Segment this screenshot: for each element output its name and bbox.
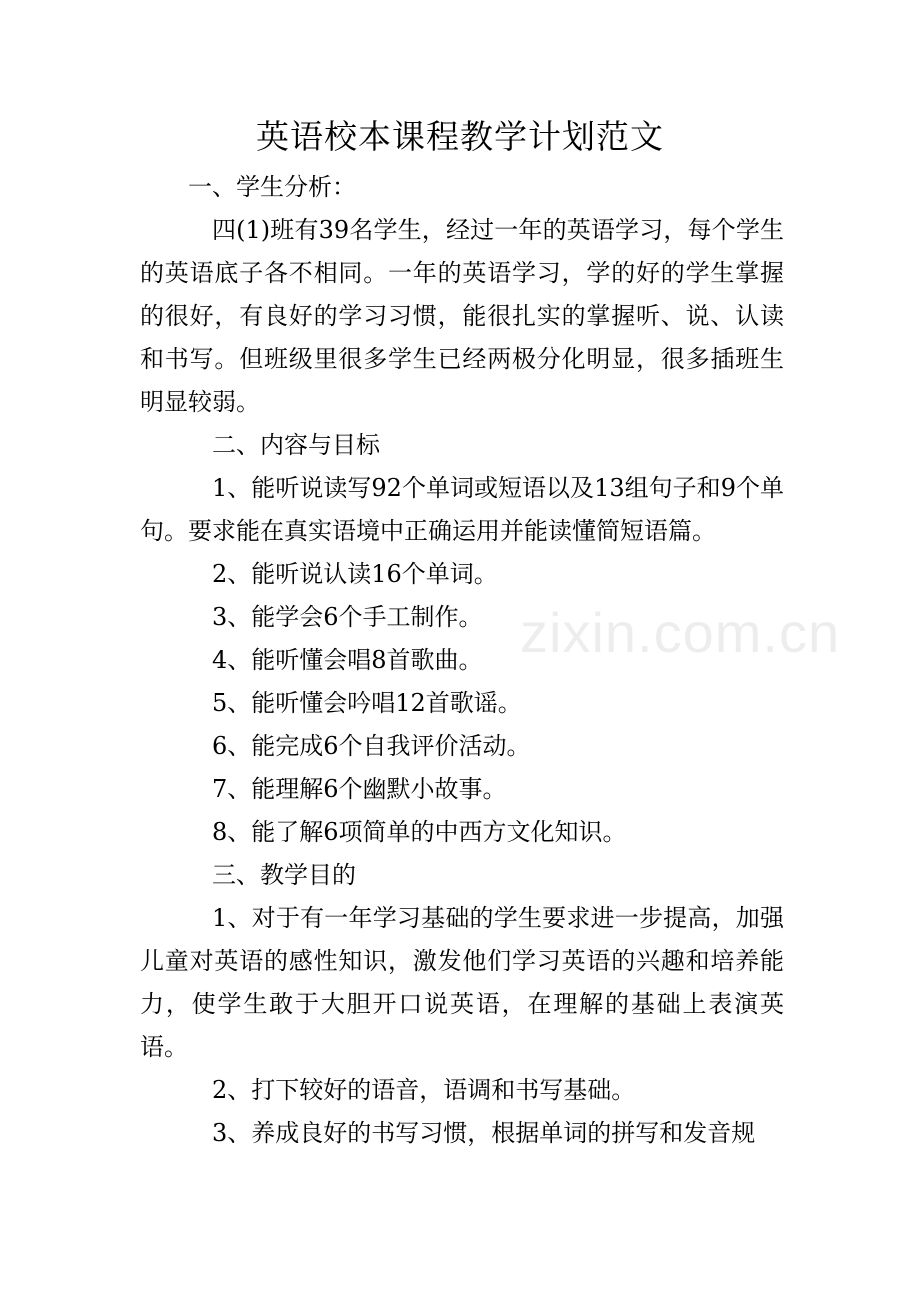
watermark: zixin.com.cn (520, 601, 841, 664)
list-item-goal-3: 3、能学会6个手工制作。 (212, 603, 483, 631)
list-item-goal-2: 2、能听说认读16个单词。 (212, 560, 498, 588)
section-heading-teaching-purpose: 三、教学目的 (212, 861, 356, 889)
section-heading-content-goals: 二、内容与目标 (212, 431, 380, 459)
list-item-goal-6: 6、能完成6个自我评价活动。 (212, 732, 531, 760)
list-item-purpose-3: 3、养成良好的书写习惯，根据单词的拼写和发音规 (212, 1119, 756, 1147)
list-item-goal-5: 5、能听懂会吟唱12首歌谣。 (212, 689, 522, 717)
document-title: 英语校本课程教学计划范文 (256, 117, 664, 156)
list-item-goal-7: 7、能理解6个幽默小故事。 (212, 775, 507, 803)
list-item-goal-4: 4、能听懂会唱8首歌曲。 (212, 646, 483, 674)
list-item-purpose-2: 2、打下较好的语音，语调和书写基础。 (212, 1076, 636, 1104)
paragraph-student-analysis: 四(1)班有39名学生，经过一年的英语学习，每个学生的英语底子各不相同。一年的英语学习，学的好的学生掌握的很好，有良好的学习习惯，能很扎实的掌握听、说、认读和书写。但班级里很多学生已经两极分化明显，很多插班生明显较弱。 (140, 216, 784, 416)
list-item-goal-8: 8、能了解6项简单的中西方文化知识。 (212, 818, 627, 846)
document-body (140, 166, 784, 1155)
section-heading-student-analysis: 一、学生分析： (188, 173, 356, 201)
list-item-goal-1: 1、能听说读写92个单词或短语以及13组句子和9个单句。要求能在真实语境中正确运用并能读懂简短语篇。 (140, 474, 784, 545)
list-item-purpose-1: 1、对于有一年学习基础的学生要求进一步提高，加强儿童对英语的感性知识，激发他们学习英语的兴趣和培养能力，使学生敢于大胆开口说英语，在理解的基础上表演英语。 (140, 904, 784, 1061)
